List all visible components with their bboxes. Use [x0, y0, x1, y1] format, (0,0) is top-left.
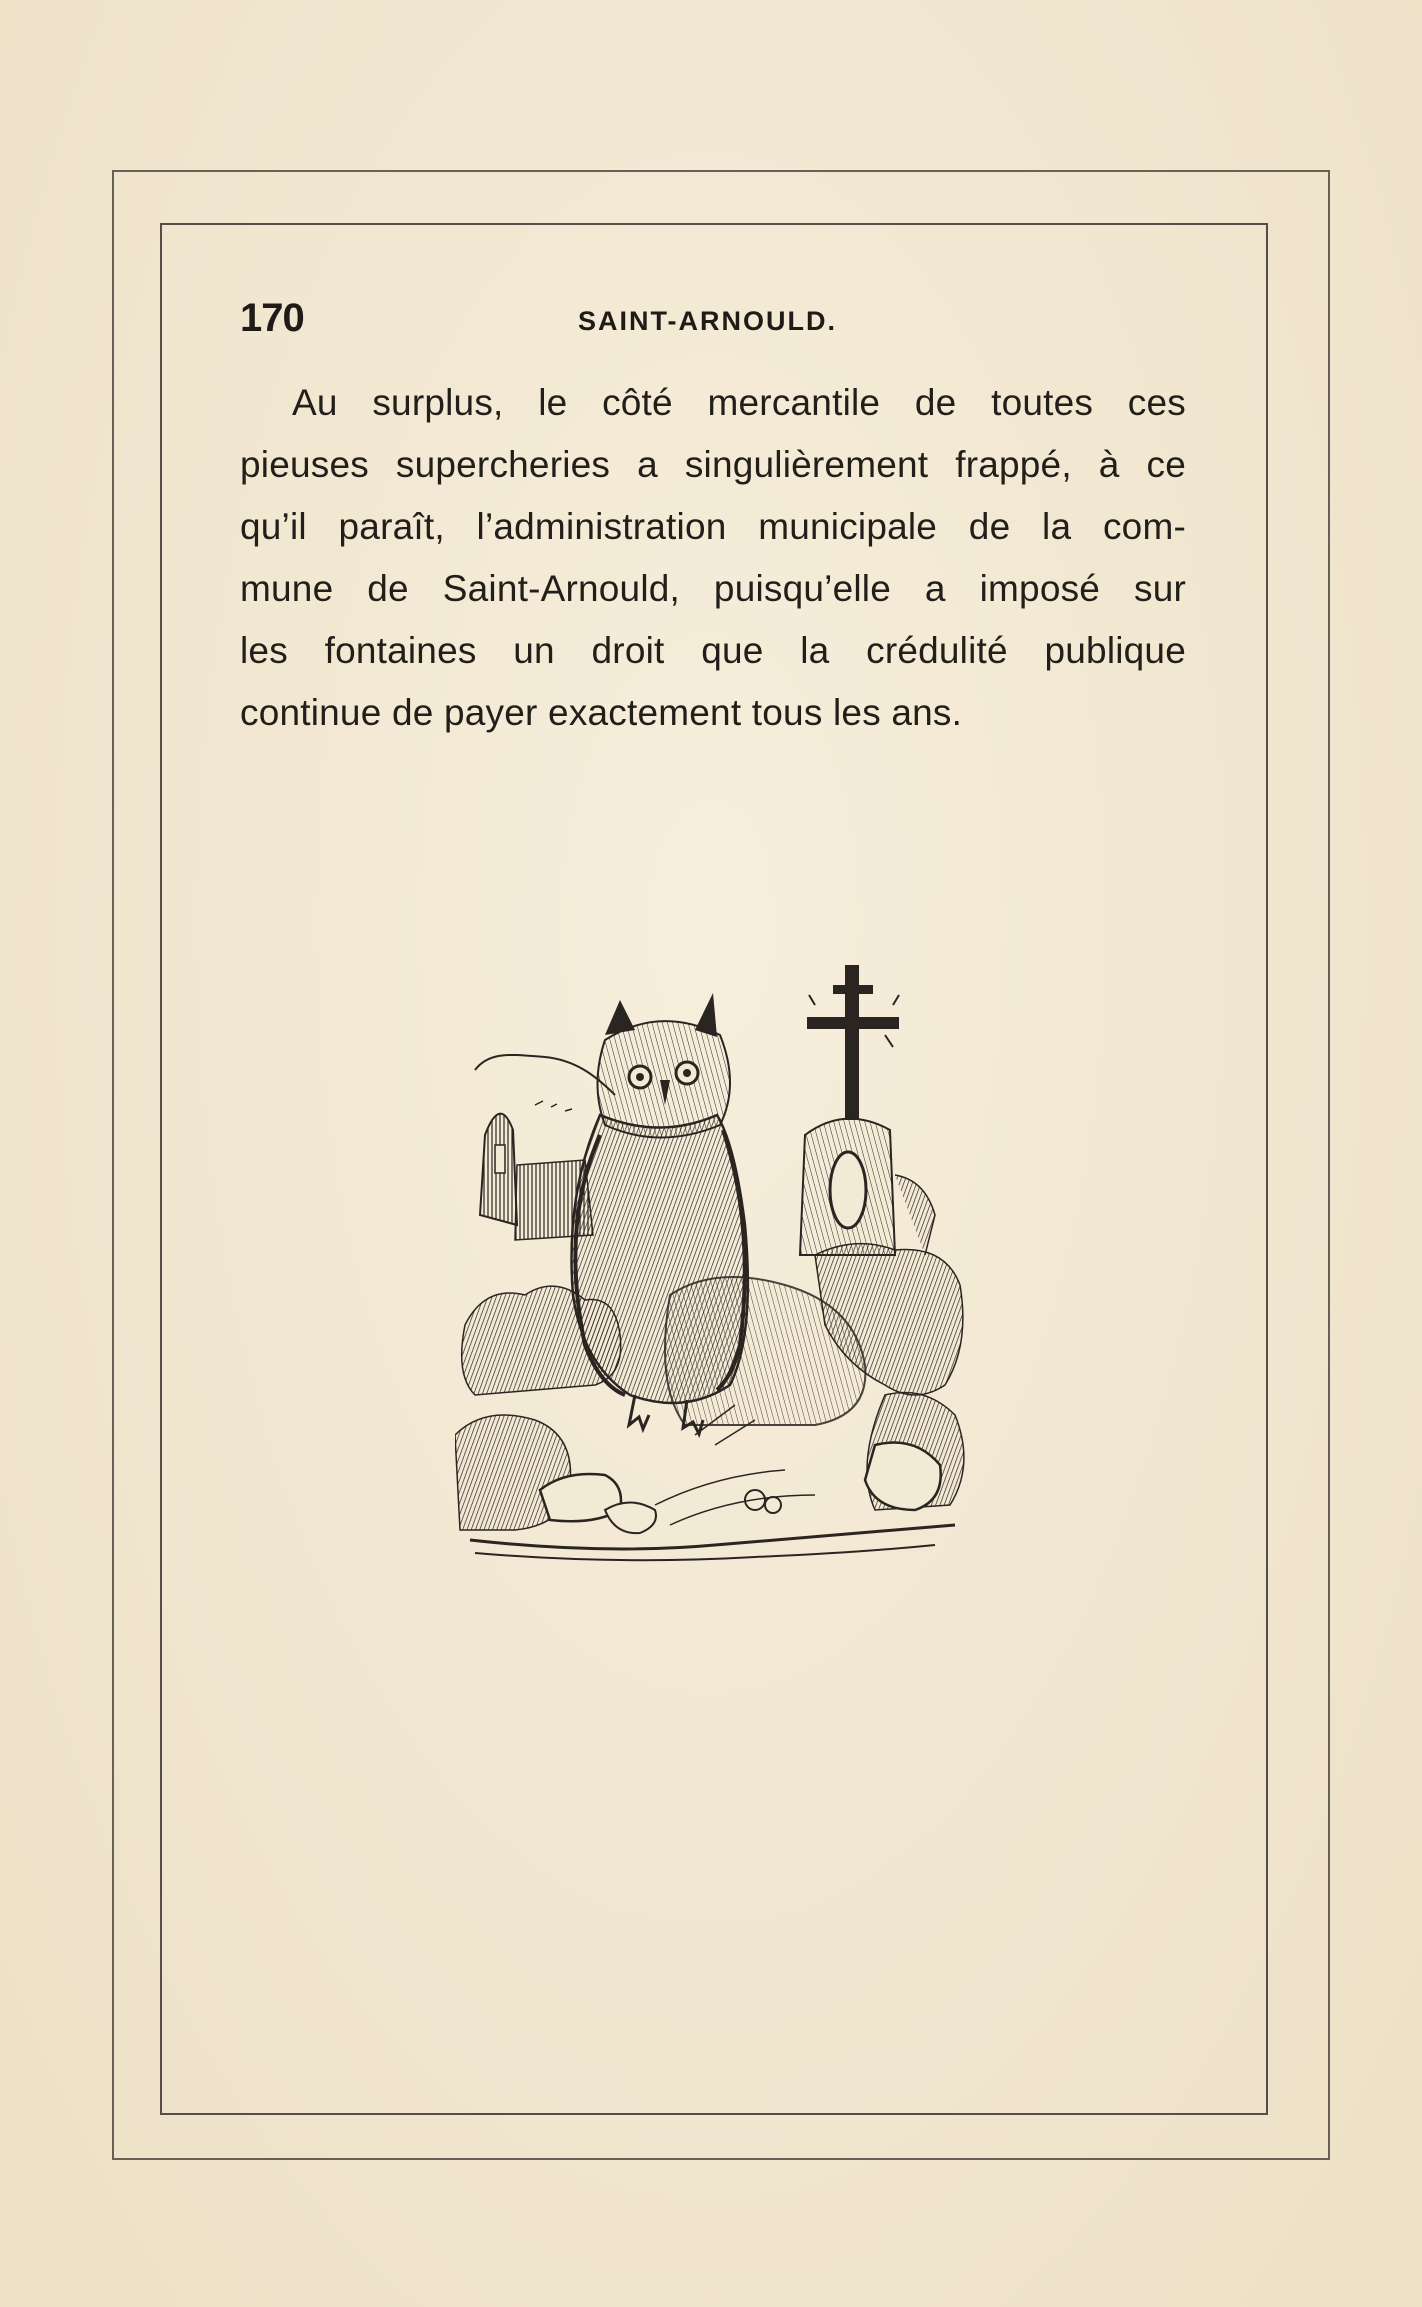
text-line: qu’il paraît, l’administration municipale de la com- — [240, 506, 1186, 547]
running-head: SAINT-ARNOULD. — [578, 306, 837, 336]
page-header — [240, 296, 1180, 346]
text-line: pieuses supercheries a singulièrement frappé, à ce — [240, 444, 1186, 485]
text-line: mune de Saint-Arnould, puisqu’elle a imposé sur — [240, 568, 1186, 609]
body-paragraph — [240, 372, 1186, 744]
gravestone-icon — [800, 1119, 935, 1255]
owl-icon — [572, 993, 748, 1434]
text-line: continue de payer exactement tous les ans. — [240, 692, 963, 733]
text-line: les fontaines un droit que la crédulité publique — [240, 630, 1186, 671]
text-line: Au surplus, le côté mercantile de toutes ces — [292, 382, 1186, 423]
owl-vignette-illustration — [455, 965, 980, 1595]
cross-icon — [807, 965, 899, 1120]
page-number: 170 — [240, 296, 304, 340]
